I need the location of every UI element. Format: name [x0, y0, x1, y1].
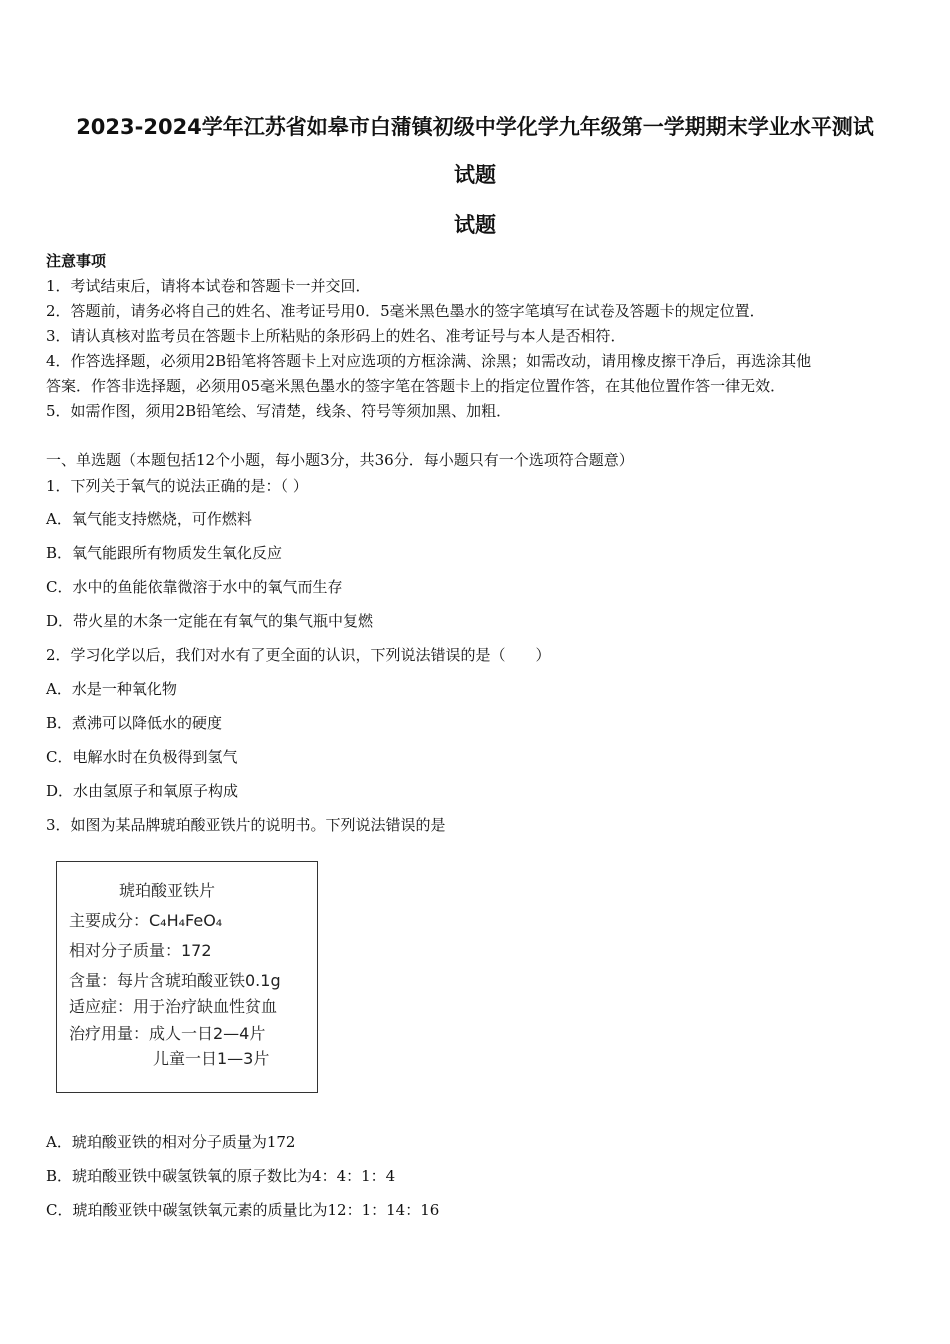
question-2-option-b: B．煮沸可以降低水的硬度 [46, 714, 223, 732]
notice-item: 3．请认真核对监考员在答题卡上所粘贴的条形码上的姓名、准考证号与本人是否相符． [46, 327, 626, 345]
medicine-label-content: 含量：每片含琥珀酸亚铁0.1g [69, 971, 281, 990]
document-title-line-2: 试题 [454, 163, 496, 187]
question-2-stem: 2．学习化学以后，我们对水有了更全面的认识，下列说法错误的是（ ） [46, 646, 551, 664]
question-1-option-b: B．氧气能跟所有物质发生氧化反应 [46, 544, 283, 562]
medicine-label-molecular-mass: 相对分子质量：172 [69, 941, 212, 960]
document-title-line-1: 2023-2024学年江苏省如皋市白蒲镇初级中学化学九年级第一学期期末学业水平测试 [76, 115, 874, 139]
notice-item: 2．答题前，请务必将自己的姓名、准考证号用0．5毫米黑色墨水的签字笔填写在试卷及答题卡的规定位置． [46, 302, 765, 320]
medicine-label-title: 琥珀酸亚铁片 [119, 881, 216, 900]
medicine-label-box [56, 861, 318, 1093]
medicine-label-ingredient: 主要成分：C₄H₄FeO₄ [69, 911, 223, 930]
question-2-option-a: A．水是一种氧化物 [46, 680, 177, 698]
question-1-option-c: C．水中的鱼能依靠微溶于水中的氧气而生存 [46, 578, 343, 596]
notice-item: 5．如需作图，须用2B铅笔绘、写清楚，线条、符号等须加黑、加粗． [46, 402, 512, 420]
question-3-option-a: A．琥珀酸亚铁的相对分子质量为172 [46, 1133, 296, 1151]
question-2-option-d: D．水由氢原子和氧原子构成 [46, 782, 239, 800]
question-1-stem: 1．下列关于氧气的说法正确的是：（ ） [46, 477, 308, 495]
medicine-label-adult-dosage: 治疗用量：成人一日2—4片 [69, 1024, 266, 1043]
question-1-option-a: A．氧气能支持燃烧，可作燃料 [46, 510, 252, 528]
section-heading: 一、单选题（本题包括12个小题，每小题3分，共36分．每小题只有一个选项符合题意） [46, 451, 634, 469]
document-title-line-3: 试题 [454, 213, 496, 237]
notice-item: 1．考试结束后，请将本试卷和答题卡一并交回． [46, 277, 371, 295]
question-3-option-b: B．琥珀酸亚铁中碳氢铁氧的原子数比为4：4：1：4 [46, 1167, 396, 1185]
question-1-option-d: D．带火星的木条一定能在有氧气的集气瓶中复燃 [46, 612, 374, 630]
notice-item: 4．作答选择题，必须用2B铅笔将答题卡上对应选项的方框涂满、涂黑；如需改动，请用橡皮擦干净后，再选涂其他 [46, 352, 812, 370]
medicine-label-indication: 适应症：用于治疗缺血性贫血 [69, 997, 278, 1016]
notice-heading: 注意事项 [46, 252, 107, 270]
medicine-label-child-dosage: 儿童一日1—3片 [153, 1049, 270, 1068]
question-3-option-c: C．琥珀酸亚铁中碳氢铁氧元素的质量比为12：1：14：16 [46, 1201, 440, 1219]
notice-item: 答案．作答非选择题，必须用05毫米黑色墨水的签字笔在答题卡上的指定位置作答，在其他位置作答一律无效． [46, 377, 786, 395]
question-3-stem: 3．如图为某品牌琥珀酸亚铁片的说明书。下列说法错误的是 [46, 816, 446, 834]
question-2-option-c: C．电解水时在负极得到氢气 [46, 748, 238, 766]
